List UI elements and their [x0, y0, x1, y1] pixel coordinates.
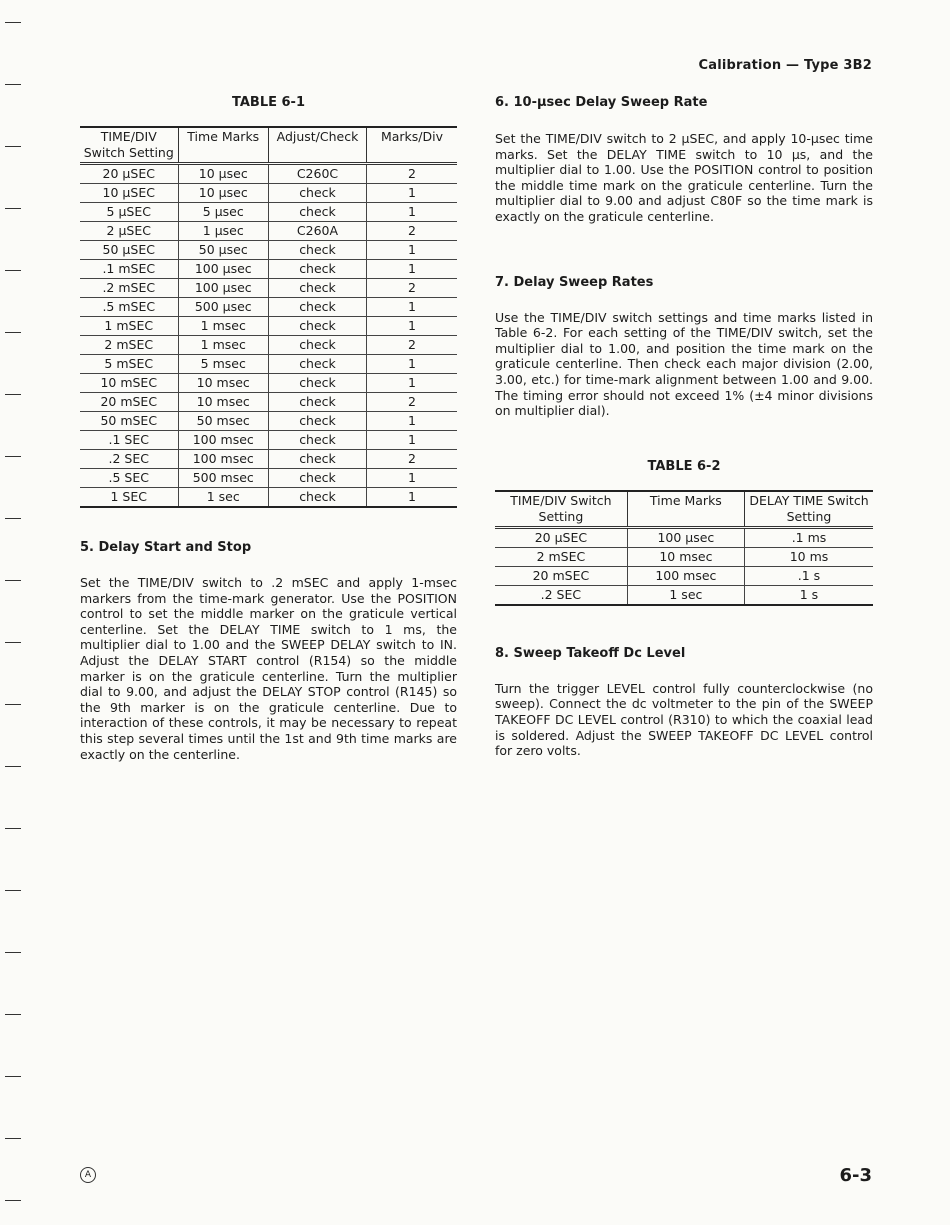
running-header: Calibration — Type 3B2	[698, 58, 872, 73]
table-cell: 10 msec	[178, 374, 268, 393]
table-cell: check	[268, 336, 366, 355]
table-6-2-header-0: TIME/DIV Switch Setting	[510, 492, 612, 524]
table-cell: 10 msec	[178, 393, 268, 412]
table-cell: 100 msec	[178, 450, 268, 469]
table-cell: 1 sec	[627, 585, 744, 605]
margin-tick	[5, 22, 21, 23]
table-cell: 10 ms	[744, 547, 873, 566]
margin-tick	[5, 84, 21, 85]
table-cell: 50 msec	[178, 412, 268, 431]
margin-tick	[5, 1138, 21, 1139]
table-cell: 10 msec	[627, 547, 744, 566]
tektronix-a-logo-icon: A	[80, 1167, 96, 1183]
table-cell: 1	[367, 412, 458, 431]
table-cell: .1 s	[744, 566, 873, 585]
left-column	[80, 95, 457, 762]
table-cell: 2	[367, 393, 458, 412]
table-row	[80, 241, 457, 260]
table-cell: 2	[367, 336, 458, 355]
table-cell: 1	[367, 355, 458, 374]
table-cell: 20 mSEC	[495, 566, 627, 585]
table-row	[80, 203, 457, 222]
table-cell: 2	[367, 450, 458, 469]
page-number: 6-3	[839, 1165, 872, 1186]
table-row	[80, 431, 457, 450]
table-cell: check	[268, 241, 366, 260]
margin-tick	[5, 642, 21, 643]
table-row	[495, 566, 873, 585]
table-cell: 1 mSEC	[80, 317, 178, 336]
table-cell: check	[268, 374, 366, 393]
table-row	[80, 355, 457, 374]
table-cell: check	[268, 412, 366, 431]
table-cell: 1	[367, 488, 458, 508]
margin-tick	[5, 828, 21, 829]
table-row	[80, 164, 457, 184]
table-row	[80, 184, 457, 203]
table-6-1-title: TABLE 6-1	[231, 95, 305, 110]
section-5-heading: 5. Delay Start and Stop	[80, 540, 252, 555]
table-row	[80, 412, 457, 431]
table-row	[495, 527, 873, 547]
margin-tick	[5, 1076, 21, 1077]
margin-tick	[5, 394, 21, 395]
table-cell: .1 SEC	[80, 431, 178, 450]
table-cell: 10 mSEC	[80, 374, 178, 393]
table-cell: 2	[367, 222, 458, 241]
margin-tick	[5, 890, 21, 891]
table-cell: 1 msec	[178, 317, 268, 336]
table-cell: .2 SEC	[80, 450, 178, 469]
table-cell: .2 SEC	[495, 585, 627, 605]
table-cell: .2 mSEC	[80, 279, 178, 298]
table-cell: check	[268, 298, 366, 317]
margin-tick	[5, 518, 21, 519]
table-cell: check	[268, 203, 366, 222]
table-cell: 5 msec	[178, 355, 268, 374]
table-cell: 5 μSEC	[80, 203, 178, 222]
table-cell: check	[268, 450, 366, 469]
table-row	[80, 298, 457, 317]
table-cell: 1	[367, 431, 458, 450]
table-row	[80, 336, 457, 355]
table-cell: 1	[367, 469, 458, 488]
table-cell: 1 s	[744, 585, 873, 605]
table-cell: 2 mSEC	[495, 547, 627, 566]
table-cell: check	[268, 393, 366, 412]
table-cell: 2 μSEC	[80, 222, 178, 241]
table-row	[495, 547, 873, 566]
margin-tick	[5, 332, 21, 333]
table-cell: check	[268, 279, 366, 298]
table-cell: check	[268, 184, 366, 203]
table-row	[80, 393, 457, 412]
margin-tick	[5, 270, 21, 271]
section-7-body: Use the TIME/DIV switch settings and time marks listed in Table 6-2. For each setting of the TIME/DIV switch, set the multiplier dial to 1.00, and position the time mark on the graticule centerline. Then check each major division (2.00, 3.00, etc.) for time-mark alignment between 1.00 and 9.00. The timing error should not exceed 1% (±4 minor divisions on multiplier dial).	[495, 309, 873, 419]
table-6-1-header-1: Time Marks	[178, 127, 268, 164]
table-cell: check	[268, 431, 366, 450]
margin-tick	[5, 208, 21, 209]
table-cell: 10 μSEC	[80, 184, 178, 203]
margin-tick	[5, 456, 21, 457]
table-row	[80, 374, 457, 393]
table-6-1-header-3: Marks/Div	[367, 127, 458, 164]
table-6-2-header-1: Time Marks	[627, 491, 744, 528]
binder-margin-marks	[5, 0, 25, 1225]
table-row	[495, 585, 873, 605]
table-cell: 20 μSEC	[80, 164, 178, 184]
table-cell: 100 μsec	[178, 279, 268, 298]
table-cell: check	[268, 488, 366, 508]
table-cell: check	[268, 469, 366, 488]
table-cell: 10 μsec	[178, 184, 268, 203]
table-cell: 20 μSEC	[495, 527, 627, 547]
table-cell: 1	[367, 374, 458, 393]
right-column	[495, 95, 873, 759]
table-cell: 1	[367, 203, 458, 222]
table-cell: 2 mSEC	[80, 336, 178, 355]
table-cell: .1 ms	[744, 527, 873, 547]
table-cell: 1 SEC	[80, 488, 178, 508]
table-row	[80, 317, 457, 336]
table-6-2	[495, 490, 873, 606]
section-7-heading: 7. Delay Sweep Rates	[495, 274, 654, 290]
table-cell: 50 mSEC	[80, 412, 178, 431]
table-6-1	[80, 126, 457, 508]
table-cell: 1 sec	[178, 488, 268, 508]
section-5-body: Set the TIME/DIV switch to .2 mSEC and apply 1-msec markers from the time-mark generator. Use the POSITION control to set the middle marker on the graticule vertical centerline. Set the DELAY TIME switch to 1 ms, the multiplier dial to 1.00 and the SWEEP DELAY switch to IN. Adjust the DELAY START control (R154) so the middle marker is on the graticule centerline. Turn the multiplier dial to 9.00, and adjust the DELAY STOP control (R145) so the 9th marker is on the graticule centerline. Due to interaction of these controls, it may be necessary to repeat this step several times until the 1st and 9th time marks are exactly on the centerline.	[80, 575, 457, 762]
margin-tick	[5, 704, 21, 705]
table-cell: 1 μsec	[178, 222, 268, 241]
table-row	[80, 469, 457, 488]
margin-tick	[5, 1014, 21, 1015]
section-8-body: Turn the trigger LEVEL control fully counterclockwise (no sweep). Connect the dc voltmeter to the pin of the SWEEP TAKEOFF DC LEVEL control (R310) to which the coaxial lead is soldered. Adjust the SWEEP TAKEOFF DC LEVEL control for zero volts.	[495, 680, 873, 759]
section-6-heading: 6. 10-μsec Delay Sweep Rate	[495, 95, 708, 110]
margin-tick	[5, 766, 21, 767]
table-cell: 1	[367, 241, 458, 260]
table-cell: C260C	[268, 164, 366, 184]
table-cell: .5 SEC	[80, 469, 178, 488]
table-cell: 50 μSEC	[80, 241, 178, 260]
table-cell: 100 msec	[627, 566, 744, 585]
table-cell: 500 msec	[178, 469, 268, 488]
section-6-body: Set the TIME/DIV switch to 2 μSEC, and apply 10-μsec time marks. Set the DELAY TIME switch to 10 μs, and the multiplier dial to 1.00. Use the POSITION control to position the middle time mark on the graticule centerline. Turn the multiplier dial to 9.00 and adjust C80F so the time mark is exactly on the graticule centerline.	[495, 131, 873, 224]
table-cell: 100 μsec	[627, 527, 744, 547]
section-8-heading: 8. Sweep Takeoff Dc Level	[495, 645, 686, 661]
table-cell: check	[268, 260, 366, 279]
table-cell: 1	[367, 184, 458, 203]
table-cell: 5 mSEC	[80, 355, 178, 374]
table-6-1-header-0: TIME/DIV Switch Setting	[83, 129, 174, 160]
table-6-2-header-2: DELAY TIME Switch Setting	[744, 491, 873, 528]
table-row	[80, 488, 457, 508]
table-cell: C260A	[268, 222, 366, 241]
margin-tick	[5, 580, 21, 581]
table-6-1-header-2: Adjust/Check	[268, 127, 366, 164]
table-cell: check	[268, 355, 366, 374]
table-cell: 2	[367, 279, 458, 298]
table-cell: 50 μsec	[178, 241, 268, 260]
table-cell: 2	[367, 164, 458, 184]
table-cell: 10 μsec	[178, 164, 268, 184]
table-row	[80, 279, 457, 298]
margin-tick	[5, 952, 21, 953]
table-cell: 20 mSEC	[80, 393, 178, 412]
table-cell: 1	[367, 260, 458, 279]
table-cell: 1 msec	[178, 336, 268, 355]
table-cell: .1 mSEC	[80, 260, 178, 279]
table-cell: 1	[367, 298, 458, 317]
table-cell: 5 μsec	[178, 203, 268, 222]
table-cell: 100 msec	[178, 431, 268, 450]
table-6-2-title: TABLE 6-2	[647, 458, 721, 474]
table-cell: 500 μsec	[178, 298, 268, 317]
table-cell: .5 mSEC	[80, 298, 178, 317]
margin-tick	[5, 1200, 21, 1201]
table-row	[80, 260, 457, 279]
table-row	[80, 222, 457, 241]
table-row	[80, 450, 457, 469]
table-cell: check	[268, 317, 366, 336]
table-cell: 1	[367, 317, 458, 336]
table-cell: 100 μsec	[178, 260, 268, 279]
margin-tick	[5, 146, 21, 147]
